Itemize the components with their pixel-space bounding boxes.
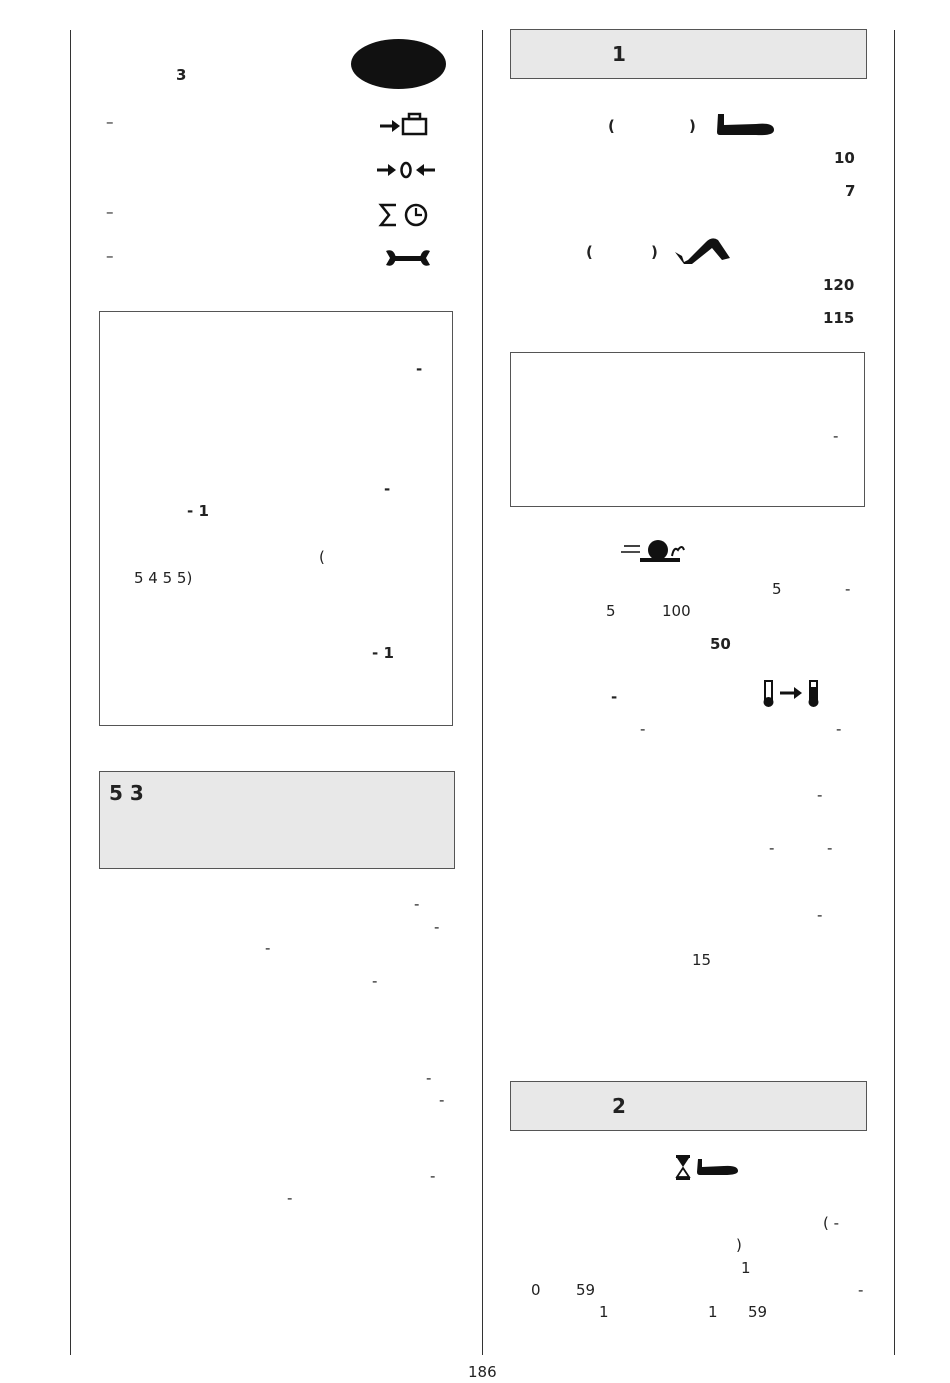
right-box-dash: - xyxy=(833,427,839,445)
left-margin-rule xyxy=(70,30,71,1355)
bent-leg-icon xyxy=(674,234,732,264)
wrench-icon xyxy=(384,248,432,268)
center-column-rule xyxy=(482,30,483,1355)
para-hyphen: - xyxy=(430,1167,436,1185)
box-dash-a: - xyxy=(416,360,423,378)
value-120: 120 xyxy=(823,276,855,294)
hourglass-leg-icon xyxy=(674,1154,740,1182)
section-header-5-3 xyxy=(99,771,455,869)
num-59b: 59 xyxy=(748,1303,768,1321)
box-paren: ( xyxy=(319,548,325,566)
num-1c: 1 xyxy=(708,1303,718,1321)
dash-e: - xyxy=(817,786,823,804)
para-hyphen: - xyxy=(426,1069,432,1087)
sigma-clock-icon xyxy=(378,202,430,228)
dash-b: - xyxy=(611,688,618,706)
range-end-59: 59 xyxy=(576,1281,596,1299)
para-hyphen: - xyxy=(414,895,420,913)
left-dash-3: – xyxy=(106,247,114,265)
left-info-box xyxy=(99,311,453,726)
dash-h: - xyxy=(817,906,823,924)
right-margin-rule xyxy=(894,30,895,1355)
dash-d: - xyxy=(836,720,842,738)
num-1a: 1 xyxy=(741,1259,751,1277)
dash-i: - xyxy=(858,1281,864,1299)
section-number: 5 3 xyxy=(109,781,144,805)
dash-g: - xyxy=(827,839,833,857)
page-number: 186 xyxy=(468,1363,497,1381)
section-header-2 xyxy=(510,1081,867,1131)
dash-c: - xyxy=(640,720,646,738)
num-5a: 5 xyxy=(772,580,782,598)
fast-blob-icon xyxy=(620,538,686,564)
left-dash-1: – xyxy=(106,113,114,131)
value-7: 7 xyxy=(845,182,856,200)
range-start-0: 0 xyxy=(531,1281,541,1299)
row1-paren-close: ) xyxy=(689,117,696,135)
row2-paren-close: ) xyxy=(651,243,658,261)
value-50: 50 xyxy=(710,635,731,653)
paren-open-dash: ( - xyxy=(823,1214,840,1232)
para-hyphen: - xyxy=(372,972,378,990)
black-oval-badge xyxy=(351,39,446,89)
paren-close: ) xyxy=(736,1236,742,1254)
dash-a: - xyxy=(845,580,851,598)
row2-paren-open: ( xyxy=(586,243,593,261)
value-10: 10 xyxy=(834,149,855,167)
right-info-box xyxy=(510,352,865,507)
left-number-3: 3 xyxy=(176,66,187,84)
dash-f: - xyxy=(769,839,775,857)
arrow-to-case-icon xyxy=(378,112,430,138)
left-dash-2: – xyxy=(106,203,114,221)
num-1b: 1 xyxy=(599,1303,609,1321)
header-1-number: 1 xyxy=(612,42,626,66)
lying-leg-icon xyxy=(716,112,776,138)
num-15: 15 xyxy=(692,951,712,969)
para-hyphen: - xyxy=(439,1091,445,1109)
para-hyphen: - xyxy=(434,918,440,936)
box-ref-2: - 1 xyxy=(372,644,394,662)
box-ref-1: - 1 xyxy=(187,502,209,520)
num-100: 100 xyxy=(662,602,691,620)
arrow-zero-arrow-icon xyxy=(376,158,436,182)
header-2-number: 2 xyxy=(612,1094,626,1118)
section-header-1 xyxy=(510,29,867,79)
para-hyphen: - xyxy=(265,939,271,957)
para-hyphen: - xyxy=(287,1189,293,1207)
box-section-refs: 5 4 5 5) xyxy=(134,569,193,587)
value-115: 115 xyxy=(823,309,855,327)
row1-paren-open: ( xyxy=(608,117,615,135)
num-5b: 5 xyxy=(606,602,616,620)
thermometer-transfer-icon xyxy=(760,679,824,709)
box-dash-b: - xyxy=(384,480,391,498)
